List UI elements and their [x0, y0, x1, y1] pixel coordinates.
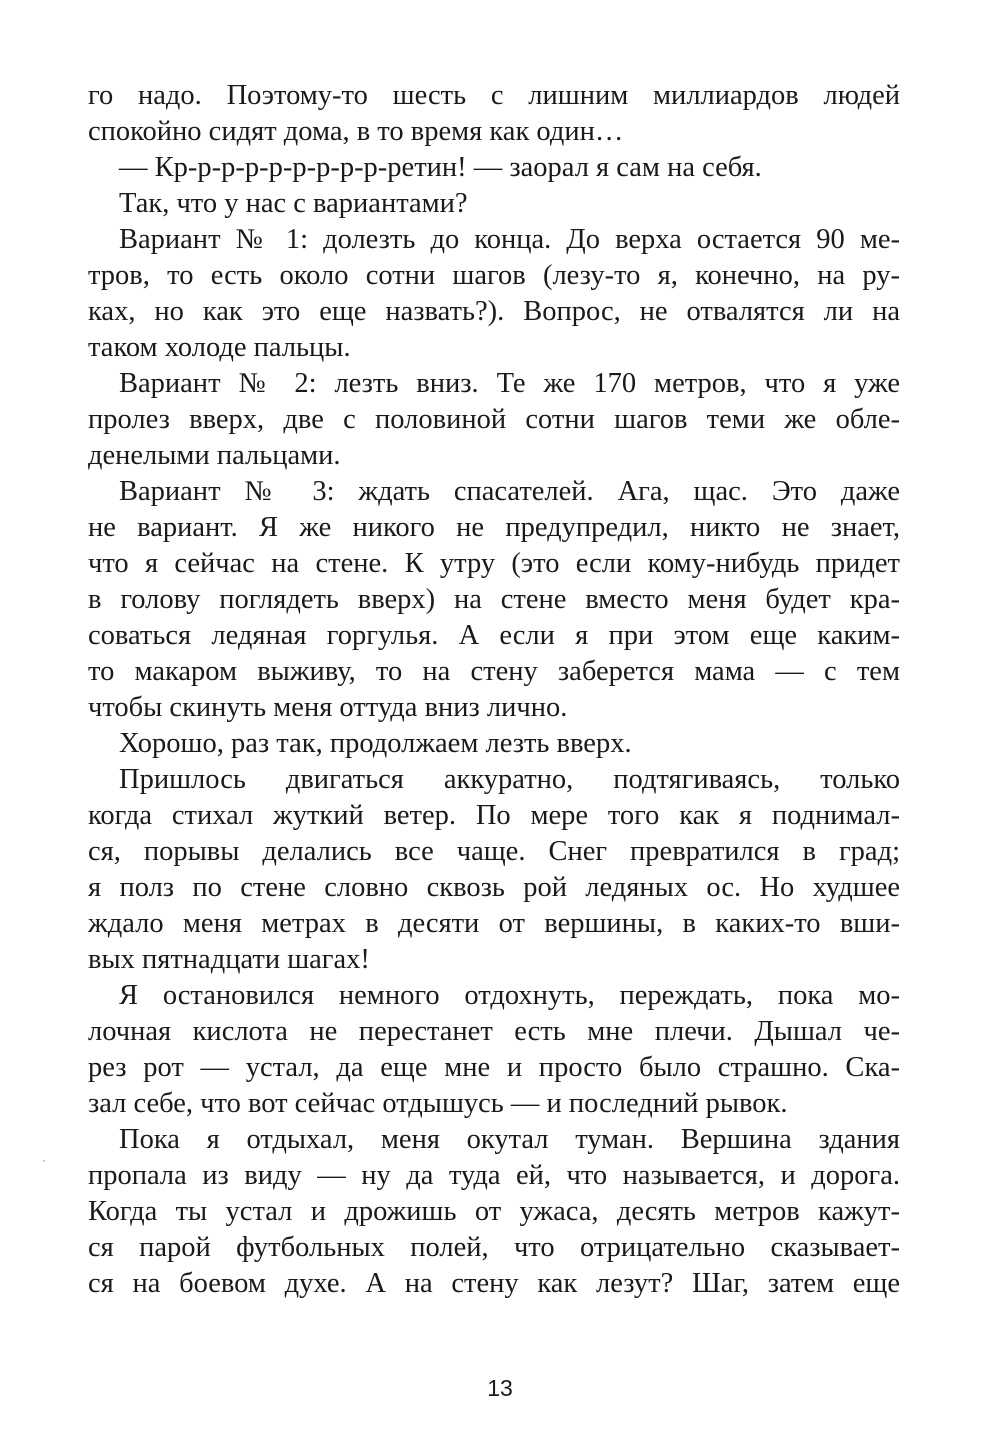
- text-line: в голову поглядеть вверх) на стене вместо меня будет кра-: [88, 584, 900, 615]
- paragraph: [88, 1122, 900, 1302]
- text-line: то макаром выживу, то на стену заберется мама — с тем: [88, 656, 900, 687]
- text-line: пропала из виду — ну да туда ей, что называется, и дорога.: [88, 1160, 900, 1191]
- text-line: го надо. Поэтому-то шесть с лишним миллиардов людей: [88, 80, 900, 111]
- text-line: рез рот — устал, да еще мне и просто было страшно. Ска-: [88, 1052, 900, 1083]
- paragraph: [88, 78, 900, 150]
- text-line: Вариант № 1: долезть до конца. До верха остается 90 ме-: [119, 224, 900, 255]
- text-line: ся на боевом духе. А на стену как лезут? Шаг, затем еще: [88, 1268, 900, 1299]
- text-line: Вариант № 2: лезть вниз. Те же 170 метров, что я уже: [119, 368, 900, 399]
- text-line: ся парой футбольных полей, что отрицательно сказывает-: [88, 1232, 900, 1263]
- text-line: что я сейчас на стене. К утру (это если кому-нибудь придет: [88, 548, 900, 579]
- text-line: вых пятнадцати шагах!: [88, 944, 370, 975]
- text-line: спокойно сидят дома, в то время как один…: [88, 116, 624, 147]
- page-body-text: [88, 78, 900, 1302]
- text-line: Вариант № 3: ждать спасателей. Ага, щас. Это даже: [119, 476, 900, 507]
- page-number: 13: [487, 1375, 513, 1401]
- text-line: Пока я отдыхал, меня окутал туман. Вершина здания: [119, 1124, 900, 1155]
- paragraph: [88, 186, 900, 222]
- text-line: таком холоде пальцы.: [88, 332, 351, 363]
- text-line: когда стихал жуткий ветер. По мере того как я поднимал-: [88, 800, 900, 831]
- text-line: Хорошо, раз так, продолжаем лезть вверх.: [119, 728, 632, 759]
- paragraph: [88, 366, 900, 474]
- text-line: я полз по стене словно сквозь рой ледяных ос. Но худшее: [88, 872, 900, 903]
- text-line: Пришлось двигаться аккуратно, подтягиваясь, только: [119, 764, 900, 795]
- paragraph: [88, 726, 900, 762]
- text-line: чтобы скинуть меня оттуда вниз лично.: [88, 692, 568, 723]
- scan-speck: [43, 1160, 45, 1162]
- text-line: Когда ты устал и дрожишь от ужаса, десять метров кажут-: [88, 1196, 900, 1227]
- text-line: ках, но как это еще назвать?). Вопрос, не отвалятся ли на: [88, 296, 900, 327]
- text-line: ся, порывы делались все чаще. Снег превратился в град;: [88, 836, 900, 867]
- text-line: — Кр-р-р-р-р-р-р-р-р-ретин! — заорал я сам на себя.: [119, 152, 762, 183]
- text-line: тров, то есть около сотни шагов (лезу-то я, конечно, на ру-: [88, 260, 900, 291]
- paragraph: [88, 150, 900, 186]
- paragraph: [88, 978, 900, 1122]
- text-line: лочная кислота не перестанет есть мне плечи. Дышал че-: [88, 1016, 900, 1047]
- text-line: соваться ледяная горгулья. А если я при этом еще каким-: [88, 620, 900, 651]
- paragraph: [88, 474, 900, 726]
- text-line: пролез вверх, две с половиной сотни шагов теми же обле-: [88, 404, 900, 435]
- text-line: не вариант. Я же никого не предупредил, никто не знает,: [88, 512, 900, 543]
- paragraph: [88, 762, 900, 978]
- text-line: денелыми пальцами.: [88, 440, 341, 471]
- paragraph: [88, 222, 900, 366]
- text-line: Я остановился немного отдохнуть, переждать, пока мо-: [119, 980, 900, 1011]
- text-line: Так, что у нас с вариантами?: [119, 188, 468, 219]
- text-line: ждало меня метрах в десяти от вершины, в каких-то вши-: [88, 908, 900, 939]
- text-line: зал себе, что вот сейчас отдышусь — и последний рывок.: [88, 1088, 788, 1119]
